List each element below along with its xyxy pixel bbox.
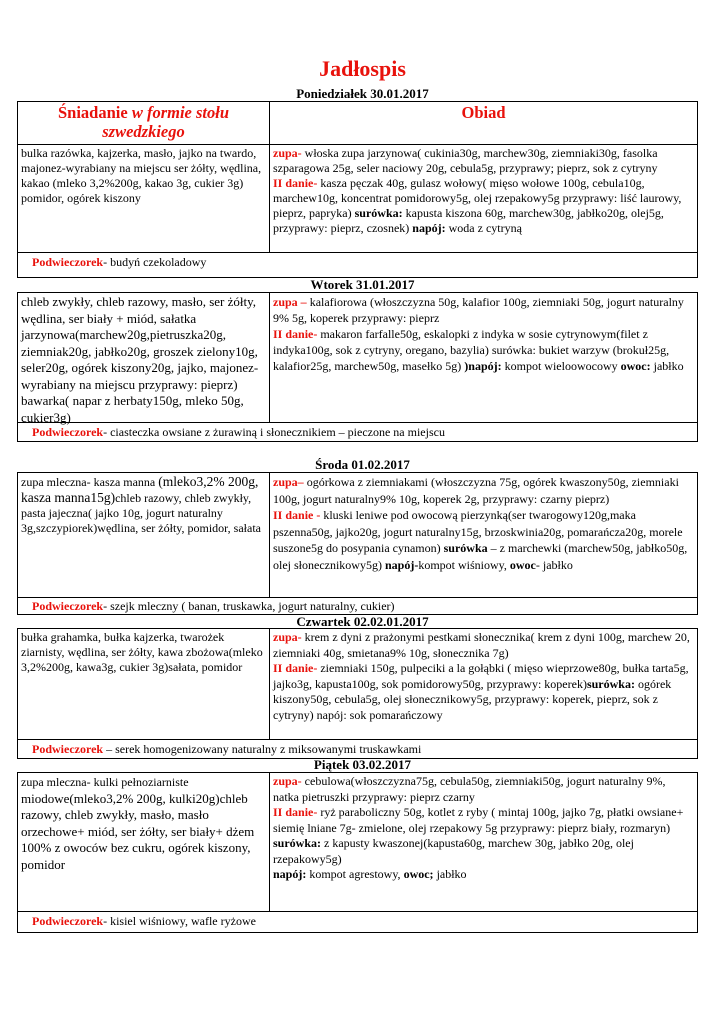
- lunch-cell: zupa – kalafiorowa (włoszczyzna 50g, kalafior 100g, ziemniaki 50g, jogurt naturalny 9% 5g, koperek przyprawy: pieprz II danie- makaron farfalle50g, eskalopki z indyka w sosie cytrynowym(filet z indyka100g, sok z cytryny, oregano, bazylia) surówka: bukiet warzyw (brokuł25g, kalafior25g, marchew50g, masełko 5g) )napój: kompot wieloowocowy owoc: jabłko: [273, 295, 684, 373]
- breakfast-cell: zupa mleczna- kasza manna (mleko3,2% 200g, kasza manna15g)chleb razowy, chleb zwykły, pasta jajeczna( jajko 10g, jogurt naturalny 3g,szczypiorek)wędlina, ser żółty, pomidor, sałata: [18, 473, 270, 597]
- lunch-cell: zupa– ogórkowa z ziemniakami (włoszczyzna 75g, ogórek kwaszony50g, ziemniaki 100g, jogurt naturalny9% 10g, koperek 2g, przyprawy: czarny pieprz) II danie - kluski leniwe pod owocową pierzynką(ser twarogowy120g,maka pszenna50g, jajko20g, jogurt naturalny15g, brzoskwinia20g, pomarańcza20g, morele suszone5g do posypania cynamon) surówka – z marchewki (marchew50g, jabłko50g, olej słonecznikowy5g) napój-kompot wiśniowy, owoc- jabłko: [273, 475, 688, 572]
- lunch-cell: zupa- cebulowa(włoszczyzna75g, cebula50g, ziemniaki50g, jogurt naturalny 9%, natka pietruszki przyprawy: pieprz czarny II danie- ryż paraboliczny 50g, kotlet z ryby ( mintaj 100g, jajko 7g, płatki owsiane+ siemię lniane 7g- zmielone, olej rzepakowy 5g przyprawy: pieprz biały, rozmaryn) surówka: z kapusty kwaszonej(kapusta60g, marchew 30g, jabłko 20g, olej rzepakowy5g) napój: kompot agrestowy, owoc; jabłko: [273, 774, 684, 881]
- lunch-header: Obiad: [461, 103, 506, 122]
- day-date-tuesday: Wtorek 31.01.2017: [310, 277, 415, 292]
- breakfast-header: Śniadanie w formie stołu szwedzkiego: [18, 102, 270, 144]
- page-title: Jadłospis: [319, 56, 406, 81]
- breakfast-cell: chleb zwykły, chleb razowy, masło, ser żółty, wędlina, ser biały + miód, sałatka jarzynowa(marchew20g,pietruszka20g, ziemniak20g, jabłko20g, groszek zielony10g, seler20g, ogórek kiszony20g, jajko, majonez-wyrabiany na miejscu przyprawy: pieprz) bawarka( napar z herbaty150g, mleko 50g, cukier3g): [18, 293, 270, 422]
- breakfast-cell: bulka razówka, kajzerka, masło, jajko na twardo, majonez-wyrabiany na miejscu ser żółty, wędlina, kakao (mleko 3,2%200g, kakao 3g, cukier 3g) pomidor, ogórek kiszony: [18, 145, 270, 252]
- snack-row: Podwieczorek- budyń czekoladowy: [32, 255, 207, 269]
- menu-table-tuesday: [17, 292, 698, 442]
- snack-row: Podwieczorek- kisiel wiśniowy, wafle ryżowe: [32, 914, 256, 928]
- day-date-thursday: Czwartek 02.02.01.2017: [296, 614, 429, 629]
- menu-table-monday: [17, 101, 698, 278]
- snack-row: Podwieczorek – serek homogenizowany naturalny z miksowanymi truskawkami: [32, 742, 422, 756]
- snack-row: Podwieczorek- ciasteczka owsiane z żurawiną i słonecznikiem – pieczone na miejscu: [32, 425, 445, 439]
- menu-table-thursday: [17, 628, 698, 759]
- lunch-cell: zupa- włoska zupa jarzynowa( cukinia30g, marchew30g, ziemniaki30g, fasolka szparagowa 25g, seler naciowy 20g, cebula5g, przyprawy; pieprz, sok z cytryny II danie- kasza pęczak 40g, gulasz wołowy( mięso wołowe 100g, cebula10g, marchew10g, koncentrat pomidorowy5g, olej rzepakowy5g przyprawy: liść laurowy, pieprz, papryka) surówka: kapusta kiszona 60g, marchew30g, jabłko20g, olej5g, przyprawy: pieprz, czosnek) napój: woda z cytryną: [273, 146, 682, 235]
- breakfast-cell: bułka grahamka, bułka kajzerka, twarożek ziarnisty, wędlina, ser żółty, kawa zbożowa(mleko 3,2%200g, kawa3g, cukier 3g)sałata, pomidor: [18, 629, 270, 739]
- lunch-cell: zupa- krem z dyni z prażonymi pestkami słonecznika( krem z dyni 100g, marchew 20, ziemniaki 40g, smietana9% 10g, słonecznika 7g) II danie- ziemniaki 150g, pulpeciki a la gołąbki ( mięso wieprzowe80g, bułka tarta5g, jajko3g, kapusta100g, sok pomidorowy50g, przyprawy: koperek)surówka: ogórek kiszony50g, cebula5g, olej słonecznikowy5g, przyprawy: koperek, pieprz, sok z cytryny) napój: sok pomarańczowy: [273, 630, 690, 722]
- day-date-wednesday: Środa 01.02.2017: [315, 457, 410, 472]
- menu-table-wednesday: [17, 472, 698, 615]
- menu-table-friday: [17, 772, 698, 933]
- breakfast-cell: zupa mleczna- kulki pełnoziarniste miodowe(mleko3,2% 200g, kulki20g)chleb razowy, chleb zwykły, masło, masło orzechowe+ miód, ser żółty, ser biały+ dżem 100% z owoców bez cukru, ogórek kiszony, pomidor: [18, 773, 270, 911]
- day-date-monday: Poniedziałek 30.01.2017: [296, 86, 429, 101]
- snack-row: Podwieczorek- szejk mleczny ( banan, truskawka, jogurt naturalny, cukier): [32, 599, 395, 613]
- day-date-friday: Piątek 03.02.2017: [313, 757, 412, 772]
